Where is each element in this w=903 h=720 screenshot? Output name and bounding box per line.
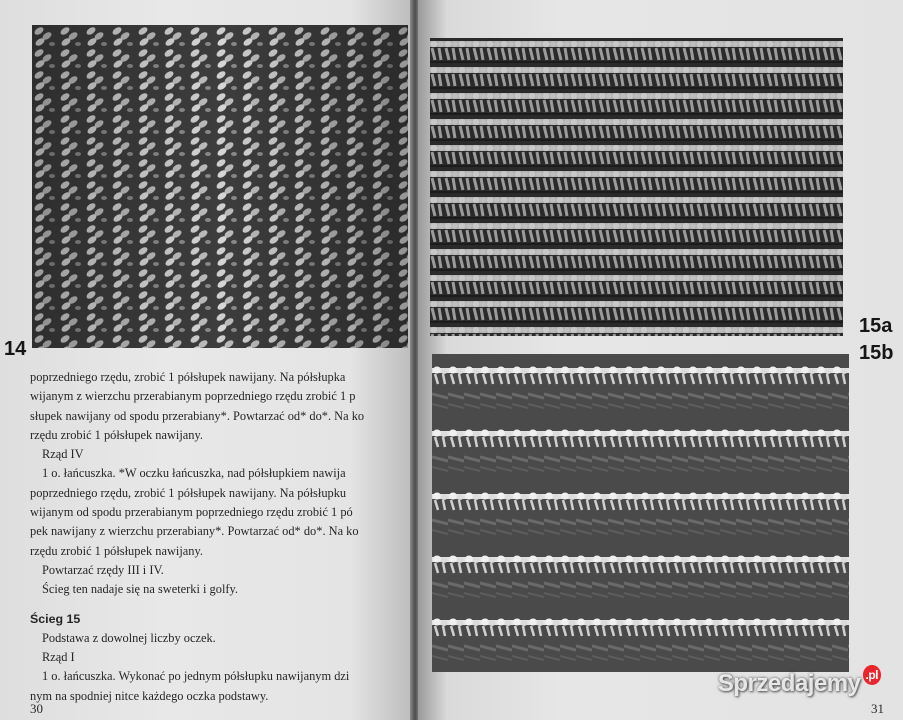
text-line: poprzedniego rzędu, zrobić 1 półsłupek nawijany. Na półsłupku	[30, 485, 347, 500]
text-line: Podstawa z dowolnej liczby oczek.	[42, 630, 216, 645]
stitch-photo-15b	[432, 354, 849, 672]
right-page	[418, 0, 903, 720]
figure-label-14: 14	[4, 338, 27, 360]
text-line: wijanym z wierzchu przerabianym poprzedniego rzędu zrobić 1 p	[30, 389, 356, 404]
left-page	[0, 0, 412, 720]
page-number-left: 30	[30, 701, 43, 716]
text-line: poprzedniego rzędu, zrobić 1 półsłupek nawijany. Na półsłupka	[30, 370, 346, 384]
figure-label-15b: 15b	[859, 342, 894, 364]
page-body-text	[30, 368, 412, 706]
text-line: Rząd I	[42, 650, 75, 665]
watermark-logo	[718, 668, 881, 698]
text-line: Powtarzać rzędy III i IV.	[42, 562, 164, 577]
watermark-tld: .pl	[863, 665, 882, 685]
text-line: Ścieg ten nadaje się na sweterki i golfy.	[42, 582, 239, 597]
ribbed-stitch-texture	[32, 25, 408, 348]
section-heading: Ścieg 15	[30, 611, 81, 626]
watermark-text: Sprzedajemy	[717, 670, 861, 697]
text-line: rzędu zrobić 1 półsłupek nawijany.	[30, 427, 203, 442]
page-number-right: 31	[871, 701, 884, 716]
text-line: nym na spodniej nitce każdego oczka podstawy.	[30, 688, 269, 703]
figure-label-15a: 15a	[859, 315, 893, 337]
text-line: rzędu zrobić 1 półsłupek nawijany.	[30, 543, 203, 558]
text-line: 1 o. łańcuszka. Wykonać po jednym półsłupku nawijanym dzi	[42, 669, 350, 684]
striped-stitch-texture	[432, 354, 849, 672]
stitch-photo-14	[32, 25, 408, 348]
text-line: wijanym od spodu przerabianym poprzedniego rzędu zrobić 1 pó	[30, 505, 353, 520]
paragraph-gap	[30, 600, 412, 610]
text-line: pek nawijany z wierzchu przerabiany*. Powtarzać od* do*. Na ko	[30, 524, 359, 539]
text-line: Rząd IV	[42, 447, 84, 462]
text-line: 1 o. łańcuszka. *W oczku łańcuszka, nad półsłupkiem nawija	[42, 466, 346, 481]
stitch-photo-15a	[430, 38, 843, 336]
text-line: słupek nawijany od spodu przerabiany*. Powtarzać od* do*. Na ko	[30, 408, 365, 423]
dense-stitch-texture	[430, 38, 843, 336]
